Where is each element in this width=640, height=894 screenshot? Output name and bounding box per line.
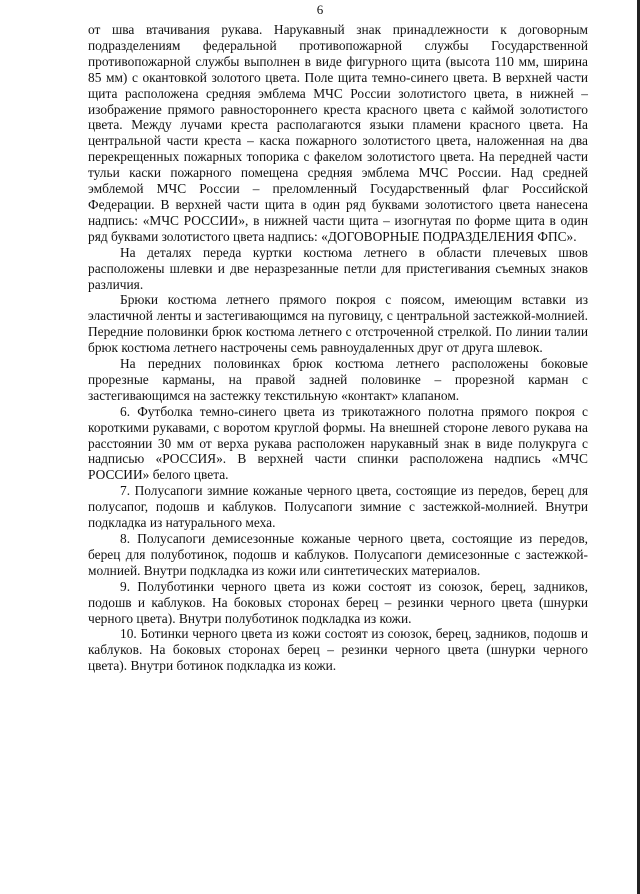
paragraph-item-10-ankle-boots: 10. Ботинки черного цвета из кожи состоят из союзок, берец, задников, подошв и каблуков. На боковых сторонах берец – резинки черного цвета (шнурки черного цвета). Внутри ботинок подкладка из кожи.	[88, 626, 588, 674]
paragraph-item-9-shoes: 9. Полуботинки черного цвета из кожи состоят из союзок, берец, задников, подошв и каблуков. На боковых сторонах берец – резинки черного цвета (шнурки черного цвета). Внутри полуботинок подкладка из кожи.	[88, 578, 588, 626]
paragraph-shield-description: от шва втачивания рукава. Нарукавный знак принадлежности к договорным подразделениям федеральной противопожарной службы Государственной противопожарной службы выполнен в виде фигурного щита (высота 110 мм, ширина 85 мм) с окантовкой золотого цвета. Поле щита темно-синего цвета. В верхней части щита расположена средняя эмблема МЧС России золотистого цвета, в нижней – изображение прямого равностороннего креста красного цвета с каймой золотистого цвета. Между лучами креста располагаются языки пламени красного цвета. На центральной части креста – каска пожарного золотистого цвета, наложенная на два перекрещенных пожарных топорика с факелом золотистого цвета. На передней части тульи каски пожарного помещена средняя эмблема МЧС России. Над средней эмблемой МЧС России – преломленный Государственный флаг Российской Федерации. В верхней части щита в один ряд буквами золотистого цвета нанесена надпись: «МЧС РОССИИ», в нижней части щита – изогнутая по форме щита в один ряд буквами золотистого цвета надпись: «ДОГОВОРНЫЕ ПОДРАЗДЕЛЕНИЯ ФПС».	[88, 22, 588, 244]
document-body	[88, 22, 588, 674]
paragraph-item-7-winter-boots: 7. Полусапоги зимние кожаные черного цвета, состоящие из передов, берец для полусапог, подошв и каблуков. Полусапоги зимние с застежкой-молнией. Внутри подкладка из натурального меха.	[88, 483, 588, 531]
paragraph-item-8-season-boots: 8. Полусапоги демисезонные кожаные черного цвета, состоящие из передов, берец для полуботинок, подошв и каблуков. Полусапоги демисезонные с застежкой-молнией. Внутри подкладка из кожи или синтетических материалов.	[88, 531, 588, 578]
paragraph-trousers: Брюки костюма летнего прямого покроя с поясом, имеющим вставки из эластичной ленты и застегивающимся на пуговицу, с центральной застежкой-молнией. Передние половинки брюк костюма летнего с отстроченной стрелкой. По линии талии брюк костюма летнего настрочены семь равноудаленных друг от друга шлевок.	[88, 292, 588, 356]
paragraph-jacket-loops: На деталях переда куртки костюма летнего в области плечевых швов расположены шлевки и две неразрезанные петли для пристегивания съемных знаков различия.	[88, 244, 588, 292]
paragraph-trouser-pockets: На передних половинках брюк костюма летнего расположены боковые прорезные карманы, на правой задней половинке – прорезной карман с застегивающимся на застежку текстильную «контакт» клапаном.	[88, 356, 588, 403]
page-number: 6	[316, 2, 324, 17]
paragraph-item-6-tshirt: 6. Футболка темно-синего цвета из трикотажного полотна прямого покроя с короткими рукавами, с воротом круглой формы. На внешней стороне левого рукава на расстоянии 30 мм от верха рукава расположен нарукавный знак в виде полукруга с надписью «РОССИЯ». В верхней части спинки расположена надпись «МЧС РОССИИ» белого цвета.	[88, 403, 588, 483]
